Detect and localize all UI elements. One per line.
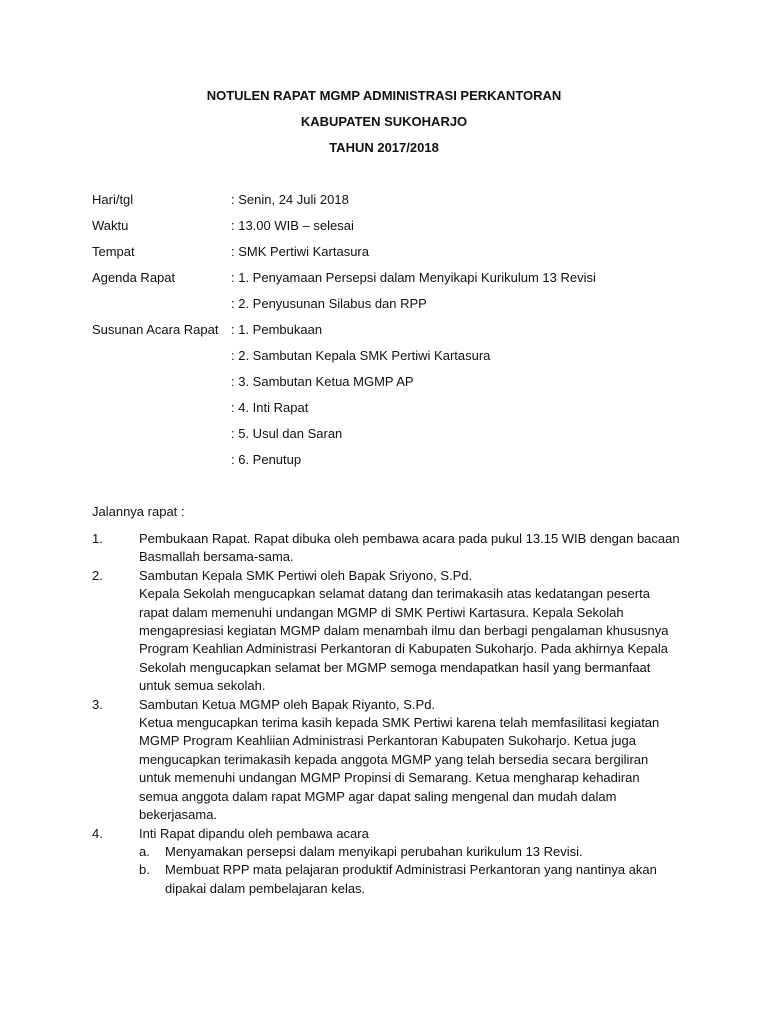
item-line: bekerjasama. [139,807,218,823]
sub-item-letter: a. [139,843,150,859]
list-item [92,530,682,567]
item-line: Sambutan Kepala SMK Pertiwi oleh Bapak Sriyono, S.Pd. [139,567,473,583]
item-body [139,530,682,567]
item-number: 3. [92,696,103,712]
list-item [92,825,682,899]
info-row [92,400,712,426]
item-line: Basmallah bersama-sama. [139,549,294,565]
info-label: Susunan Acara Rapat [92,322,219,337]
item-line: Ketua mengucapkan terima kasih kepada SMK Pertiwi karena telah memfasilitasi kegiatan [139,715,660,731]
info-label [92,452,231,478]
item-line: mengucapkan terimakasih kepada anggota MGMP yang telah bersedia secara bergiliran [139,751,649,767]
item-body [139,825,682,899]
info-value: : 13.00 WIB – selesai [231,218,354,233]
item-line: Program Keahlian Administrasi Perkantoran di Kabupaten Sukoharjo. Pada akhirnya Kepala [139,641,668,657]
info-row [92,244,712,270]
item-line: Sambutan Ketua MGMP oleh Bapak Riyanto, S.Pd. [139,696,436,712]
list-item [92,567,682,696]
item-line: rapat dalam memenuhi undangan MGMP di SMK Pertiwi Kartasura. Kepala Sekolah [139,604,624,620]
item-number: 2. [92,567,103,583]
item-line: Pembukaan Rapat. Rapat dibuka oleh pembawa acara pada pukul 13.15 WIB dengan bacaan [139,531,680,546]
info-row [92,192,712,218]
sub-item-body [165,861,682,898]
info-row [92,296,712,322]
info-value: : Senin, 24 Juli 2018 [231,192,349,207]
info-label [92,374,231,400]
info-value: : 2. Sambutan Kepala SMK Pertiwi Kartasura [231,348,491,363]
info-row [92,348,712,374]
title-line-3: TAHUN 2017/2018 [329,140,439,155]
sub-list-item [139,861,682,898]
sub-item-line: Menyamakan persepsi dalam menyikapi perubahan kurikulum 13 Revisi. [165,843,583,859]
info-value: : 4. Inti Rapat [231,400,309,415]
sub-item-body [165,843,682,861]
item-line: semua anggota dalam rapat MGMP agar dapat saling mengenal dan mudah dalam [139,788,617,804]
item-line: untuk memenuhi undangan MGMP Propinsi di Semarang. Ketua mengharap kehadiran [139,770,640,786]
item-line: mengapresiasi kegiatan MGMP dalam menambah ilmu dan berbagi pengalaman khususnya [139,623,669,639]
item-line: Sekolah mengucapkan selamat ber MGMP semoga mendapatkan hasil yang bermanfaat [139,659,651,675]
list-item [92,696,682,825]
info-label [92,348,231,374]
title-line-2: KABUPATEN SUKOHARJO [300,114,468,129]
item-body [139,696,682,825]
info-row [92,218,712,244]
info-value: : 1. Penyamaan Persepsi dalam Menyikapi Kurikulum 13 Revisi [231,270,596,285]
info-label [92,426,231,452]
info-row [92,374,712,400]
item-line: MGMP Program Keahliian Administrasi Perkantoran Kabupaten Sukoharjo. Ketua juga [139,733,636,749]
item-line: Inti Rapat dipandu oleh pembawa acara [139,825,369,841]
info-value: : SMK Pertiwi Kartasura [231,244,369,259]
item-line: Kepala Sekolah mengucapkan selamat datang dan terimakasih atas kedatangan peserta [139,586,650,602]
sub-item-line: dipakai dalam pembelajaran kelas. [165,880,366,896]
info-row [92,270,712,296]
info-row [92,452,712,478]
sub-list-item [139,843,682,861]
info-row [92,426,712,452]
info-row [92,322,712,348]
info-label: Tempat [92,244,135,259]
item-number: 4. [92,825,103,841]
info-value: : 2. Penyusunan Silabus dan RPP [231,296,427,311]
info-label: Hari/tgl [92,192,134,207]
item-line: untuk semua sekolah. [139,678,266,694]
title-line-1: NOTULEN RAPAT MGMP ADMINISTRASI PERKANTORAN [206,88,562,103]
info-label: Agenda Rapat [92,270,176,285]
meeting-info [92,192,712,478]
sub-item-letter: b. [139,862,150,878]
info-value: : 3. Sambutan Ketua MGMP AP [231,374,414,389]
info-value: : 1. Pembukaan [231,322,323,337]
info-value: : 5. Usul dan Saran [231,426,343,441]
proceedings-label: Jalannya rapat : [92,504,185,519]
info-label [92,400,231,426]
item-number: 1. [92,531,103,546]
sub-item-line: Membuat RPP mata pelajaran produktif Administrasi Perkantoran yang nantinya akan [165,862,657,878]
item-body [139,567,682,696]
info-label [92,296,231,322]
info-label: Waktu [92,218,129,233]
document-title [0,86,768,164]
proceedings-list [92,530,682,898]
info-value: : 6. Penutup [231,452,302,467]
